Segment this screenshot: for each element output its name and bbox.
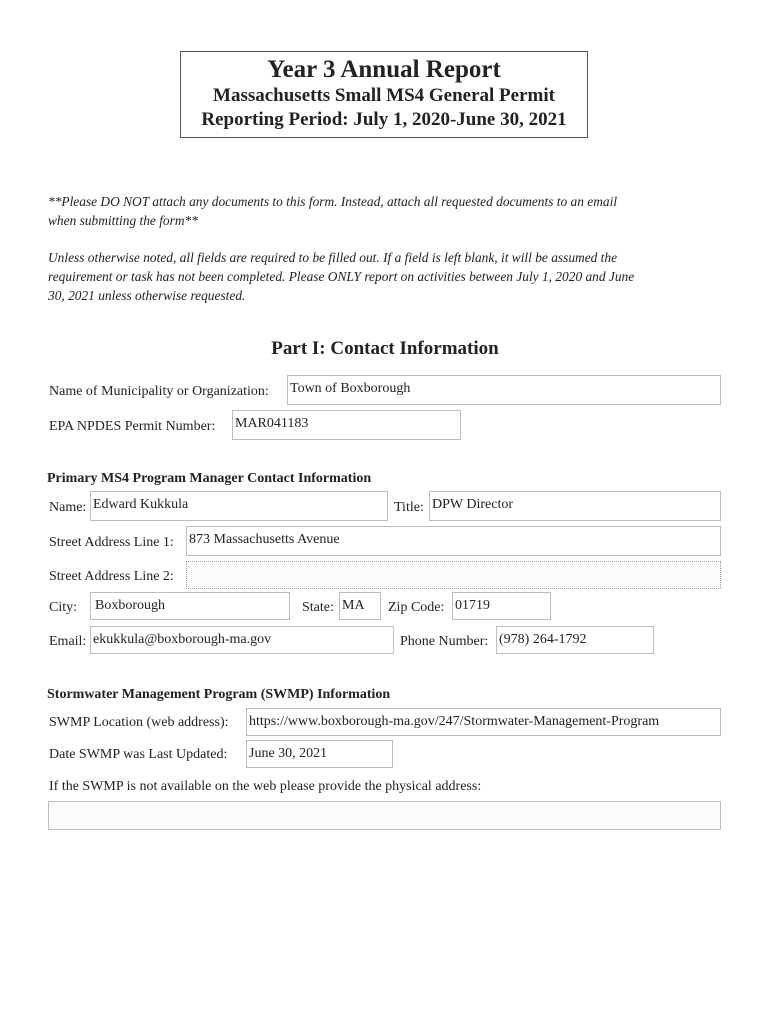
zip-code-field[interactable]: 01719 <box>452 592 551 620</box>
permit-number-field[interactable]: MAR041183 <box>232 410 461 440</box>
report-subtitle-period: Reporting Period: July 1, 2020-June 30, 2021 <box>201 109 567 130</box>
report-title-box <box>180 51 588 138</box>
required-note-line: Unless otherwise noted, all fields are required to be filled out. If a field is left blank, it will be assumed the <box>48 250 618 265</box>
municipality-field[interactable]: Town of Boxborough <box>287 375 721 405</box>
email-label: Email: <box>49 634 87 649</box>
swmp-physical-address-label: If the SWMP is not available on the web please provide the physical address: <box>49 779 482 794</box>
report-title: Year 3 Annual Report <box>267 56 501 83</box>
phone-label: Phone Number: <box>400 634 489 649</box>
permit-number-label: EPA NPDES Permit Number: <box>49 419 216 434</box>
email-field[interactable]: ekukkula@boxborough-ma.gov <box>90 626 394 654</box>
street-1-field[interactable]: 873 Massachusetts Avenue <box>186 526 721 556</box>
street-2-label: Street Address Line 2: <box>49 569 174 584</box>
state-label: State: <box>302 600 334 615</box>
street-1-label: Street Address Line 1: <box>49 535 174 550</box>
city-field[interactable]: Boxborough <box>90 592 290 620</box>
city-label: City: <box>49 600 78 615</box>
title-label: Title: <box>394 500 424 515</box>
attachment-note <box>48 192 728 230</box>
required-fields-note <box>48 248 728 305</box>
swmp-physical-address-field[interactable] <box>48 801 721 830</box>
report-subtitle-permit: Massachusetts Small MS4 General Permit <box>213 85 555 106</box>
municipality-label: Name of Municipality or Organization: <box>49 384 269 399</box>
zip-code-label: Zip Code: <box>388 600 445 615</box>
phone-field[interactable]: (978) 264-1792 <box>496 626 654 654</box>
swmp-section-heading: Stormwater Management Program (SWMP) Information <box>47 687 391 702</box>
attachment-note-line: **Please DO NOT attach any documents to this form. Instead, attach all requested documents to an email <box>48 194 618 209</box>
required-note-line: requirement or task has not been completed. Please ONLY report on activities between July 1, 2020 and June <box>48 269 635 284</box>
title-field[interactable]: DPW Director <box>429 491 721 521</box>
swmp-location-field[interactable]: https://www.boxborough-ma.gov/247/Stormwater-Management-Program <box>246 708 721 736</box>
name-field[interactable]: Edward Kukkula <box>90 491 388 521</box>
street-2-field[interactable] <box>186 561 721 589</box>
attachment-note-line: when submitting the form** <box>48 213 198 228</box>
state-field[interactable]: MA <box>339 592 381 620</box>
required-note-line: 30, 2021 unless otherwise requested. <box>48 288 246 303</box>
manager-section-heading: Primary MS4 Program Manager Contact Information <box>47 471 372 486</box>
swmp-updated-field[interactable]: June 30, 2021 <box>246 740 393 768</box>
part-1-title: Part I: Contact Information <box>271 338 499 359</box>
name-label: Name: <box>49 500 87 515</box>
swmp-updated-label: Date SWMP was Last Updated: <box>49 747 228 762</box>
swmp-location-label: SWMP Location (web address): <box>49 715 229 730</box>
